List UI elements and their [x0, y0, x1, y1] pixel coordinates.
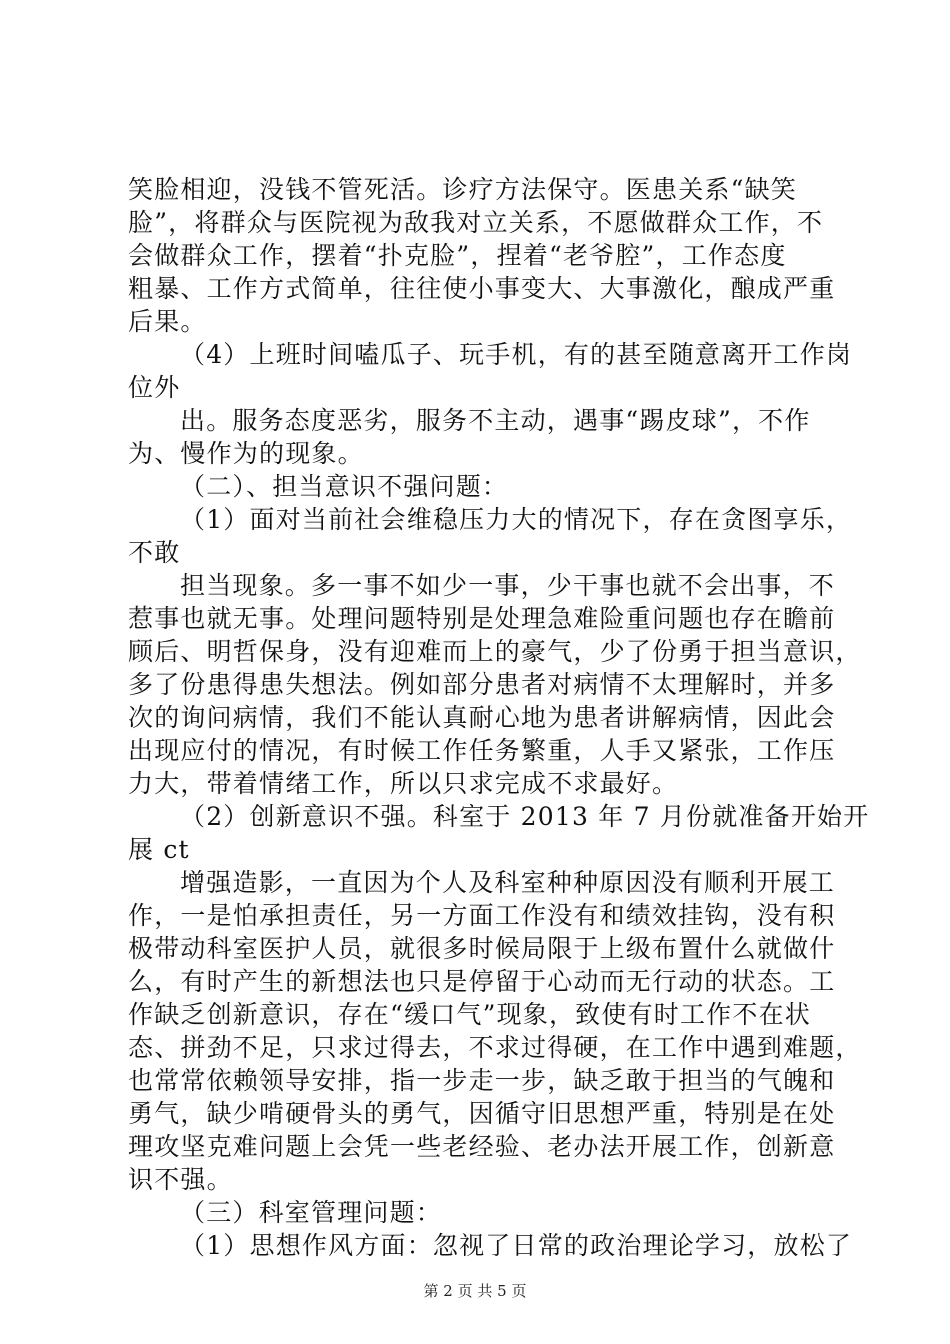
text-line: 不敢 [128, 538, 181, 567]
text-line: 担当现象。多一事不如少一事，少干事也就不会出事，不 [180, 571, 836, 600]
section-heading: （三）科室管理问题： [180, 1198, 443, 1227]
text-line: 脸”，将群众与医院视为敌我对立关系，不愿做群众工作，不 [128, 208, 824, 237]
text-line: 笑脸相迎，没钱不管死活。诊疗方法保守。医患关系“缺笑 [128, 175, 797, 204]
text-line: 多了份患得患失想法。例如部分患者对病情不太理解时，并多 [128, 670, 836, 699]
text-line: 为、慢作为的现象。 [128, 439, 364, 468]
text-line: 后果。 [128, 307, 207, 336]
text-line: 极带动科室医护人员，就很多时候局限于上级布置什么就做什 [128, 934, 836, 963]
text-line: 增强造影，一直因为个人及科室种种原因没有顺利开展工 [180, 868, 836, 897]
text-line: 粗暴、工作方式简单，往往使小事变大、大事激化，酿成严重 [128, 274, 836, 303]
text-line: 么，有时产生的新想法也只是停留于心动而无行动的状态。工 [128, 967, 836, 996]
page-number-footer: 第 2 页 共 5 页 [423, 1282, 527, 1300]
text-line: 次的询问病情，我们不能认真耐心地为患者讲解病情，因此会 [128, 703, 836, 732]
text-line: （4）上班时间嗑瓜子、玩手机，有的甚至随意离开工作岗 [180, 340, 853, 369]
text-line: （1）面对当前社会维稳压力大的情况下，存在贪图享乐， [180, 505, 853, 534]
text-line: 作缺乏创新意识，存在“缓口气”现象，致使有时工作不在状 [128, 1000, 811, 1029]
text-line: 位外 [128, 373, 181, 402]
section-heading: （二）、担当意识不强问题： [180, 472, 509, 501]
text-line: 也常常依赖领导安排，指一步走一步，缺乏敢于担当的气魄和 [128, 1066, 836, 1095]
text-line: 顾后、明哲保身，没有迎难而上的豪气，少了份勇于担当意识， [128, 637, 862, 666]
text-line: （1）思想作风方面：忽视了日常的政治理论学习，放松了 [180, 1231, 853, 1260]
text-line: 态、拼劲不足，只求过得去，不求过得硬，在工作中遇到难题， [128, 1033, 862, 1062]
text-line: （2）创新意识不强。科室于 2013 年 7 月份就准备开始开 [180, 802, 870, 831]
text-line: 出。服务态度恶劣，服务不主动，遇事“踢皮球”，不作 [180, 406, 811, 435]
text-line: 理攻坚克难问题上会凭一些老经验、老办法开展工作，创新意 [128, 1132, 836, 1161]
text-line: 作，一是怕承担责任，另一方面工作没有和绩效挂钩，没有积 [128, 901, 836, 930]
text-line: 展 ct [128, 835, 190, 864]
text-line: 惹事也就无事。处理问题特别是处理急难险重问题也存在瞻前 [128, 604, 836, 633]
text-line: 力大，带着情绪工作，所以只求完成不求最好。 [128, 769, 679, 798]
text-line: 识不强。 [128, 1165, 233, 1194]
text-line: 出现应付的情况，有时候工作任务繁重，人手又紧张，工作压 [128, 736, 836, 765]
text-line: 会做群众工作，摆着“扑克脸”，捏着“老爷腔”，工作态度 [128, 241, 787, 270]
text-line: 勇气，缺少啃硬骨头的勇气，因循守旧思想严重，特别是在处 [128, 1099, 836, 1128]
